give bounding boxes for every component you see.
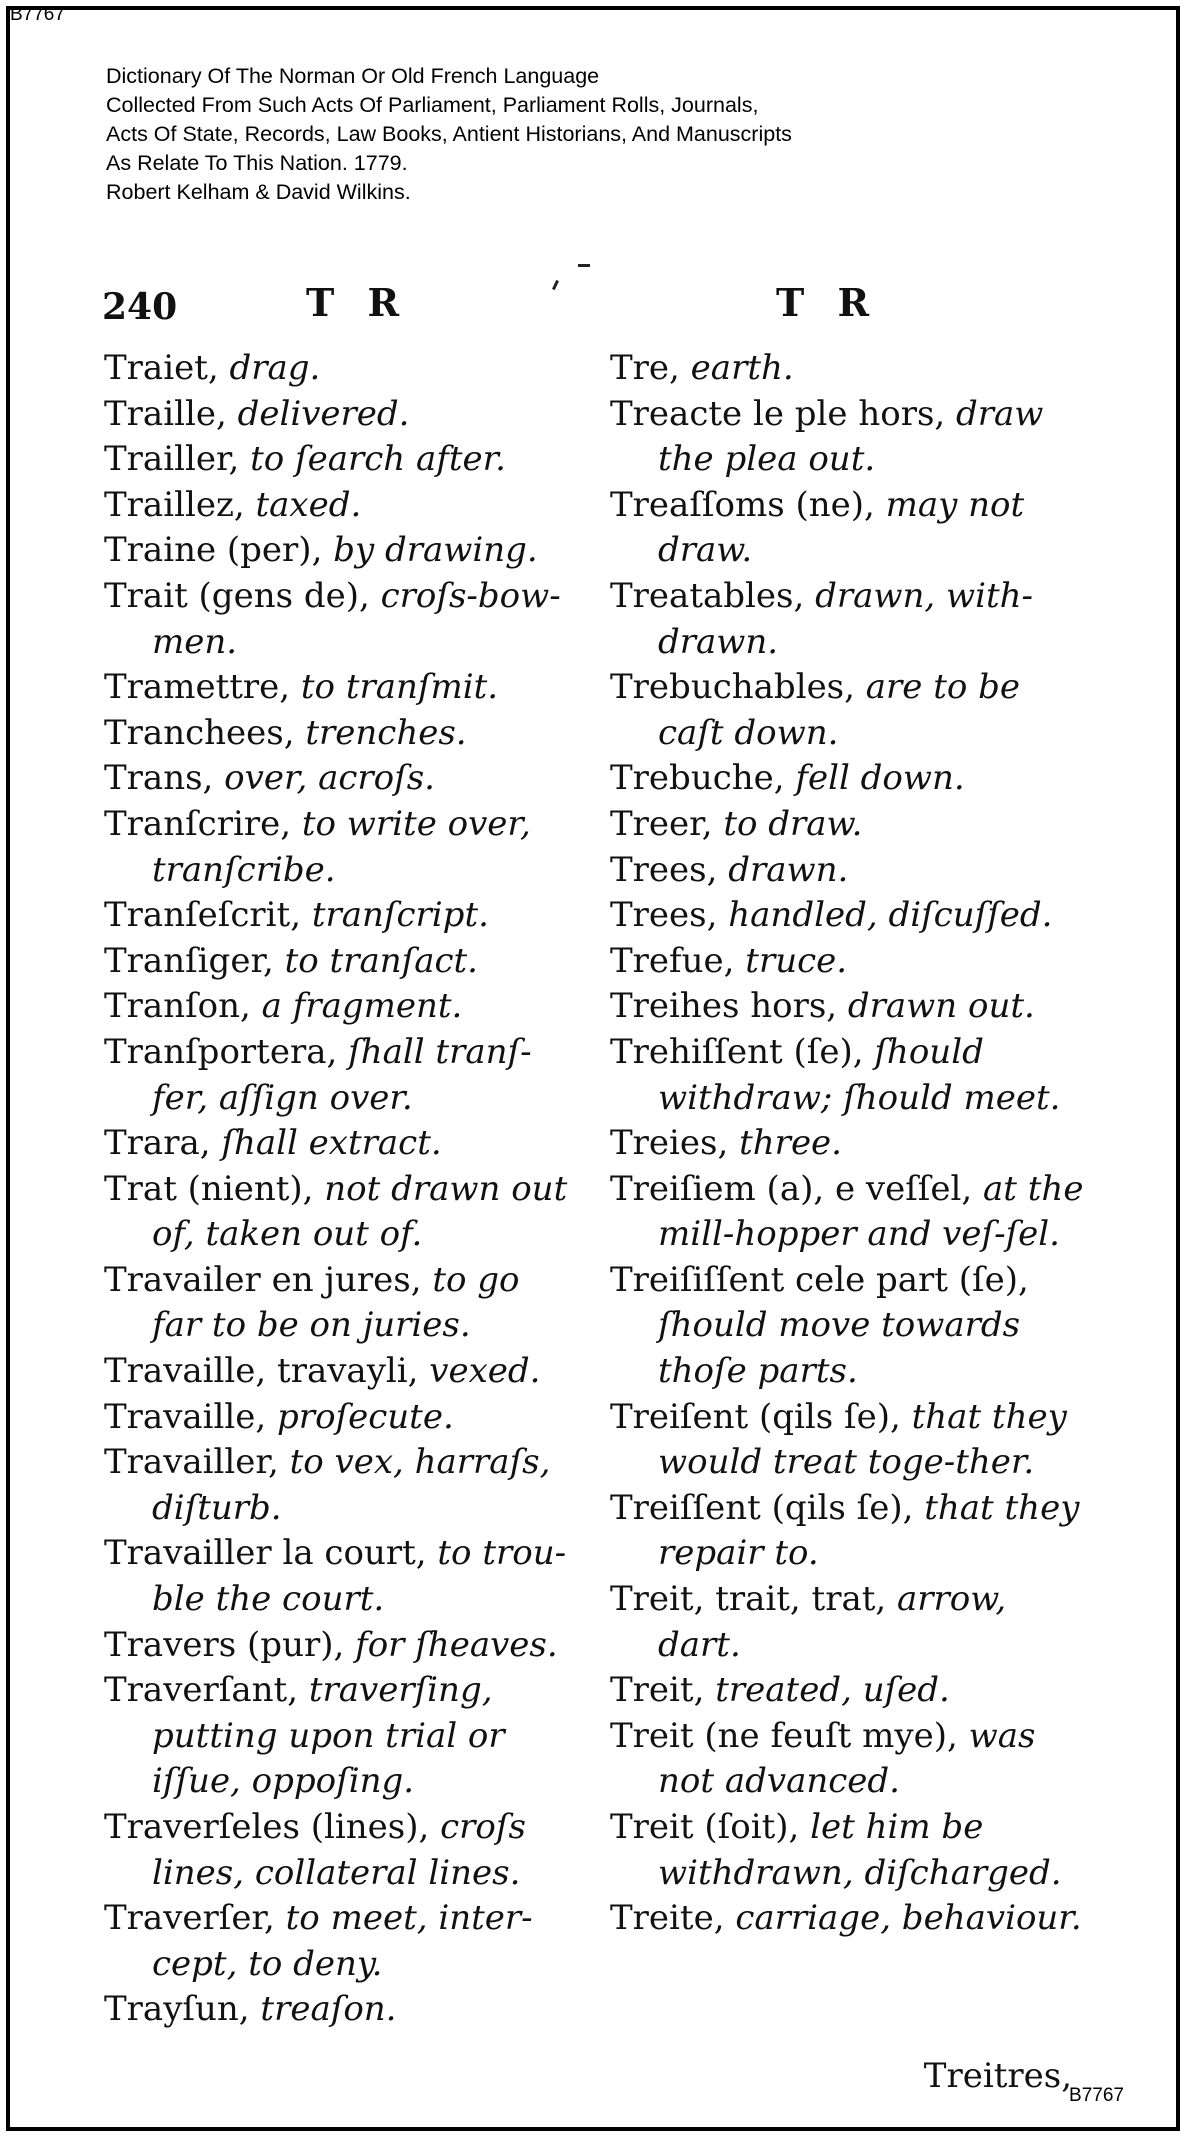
entry-definition: over, acroſs. — [224, 758, 435, 799]
running-head-right: T R — [776, 280, 880, 325]
entry-definition: to go far to be on juries. — [152, 1259, 520, 1346]
header-title: Dictionary Of The Norman Or Old French Language — [106, 64, 600, 88]
entry-headword: Tre, — [610, 348, 680, 388]
entry-headword: Traillez, — [104, 484, 245, 525]
entry-definition: to tranſmit. — [300, 667, 499, 708]
dictionary-entry — [104, 1668, 578, 1805]
entry-definition: to tranſact. — [284, 940, 478, 981]
entry-headword: Traiet, — [104, 348, 219, 388]
entry-definition: that they would treat toge-ther. — [658, 1396, 1067, 1483]
page-frame — [6, 6, 1180, 2131]
entry-definition: drawn out. — [847, 986, 1035, 1027]
entry-definition: to trou-ble the court. — [152, 1533, 567, 1620]
entry-definition: drawn. — [728, 849, 849, 890]
dictionary-entry — [104, 1440, 578, 1531]
entry-headword: Traverſant, — [104, 1670, 299, 1711]
dictionary-entry — [104, 984, 578, 1030]
dictionary-entry — [104, 346, 578, 392]
entry-definition: ſhall tranſ-fer, aſſign over. — [152, 1031, 532, 1118]
dictionary-entry — [104, 1805, 578, 1896]
entry-headword: Trebuche, — [610, 758, 785, 799]
entry-definition: earth. — [690, 348, 794, 388]
entry-definition: that they repair to. — [658, 1487, 1080, 1574]
entry-headword: Treit, trait, trat, — [610, 1579, 887, 1620]
entry-definition: truce. — [745, 940, 848, 981]
entry-definition: to ſearch after. — [250, 439, 506, 480]
right-column — [610, 346, 1090, 1942]
dictionary-entry — [610, 1167, 1090, 1258]
page-number: 240 — [102, 286, 178, 328]
entry-headword: Travailler la court, — [104, 1533, 427, 1574]
dictionary-entry — [104, 802, 578, 893]
entry-headword: Treite, — [610, 1898, 725, 1939]
dictionary-entry — [104, 392, 578, 438]
dictionary-entry — [104, 1167, 578, 1258]
entry-headword: Treatables, — [610, 575, 805, 616]
dictionary-entry — [610, 1258, 1090, 1395]
entry-definition: at the mill-hopper and veſ-ſel. — [658, 1168, 1084, 1255]
entry-definition: proſecute. — [277, 1396, 454, 1437]
entry-definition: to meet, inter-cept, to deny. — [152, 1898, 533, 1984]
dictionary-entry — [610, 1896, 1090, 1942]
entry-headword: Traverſer, — [104, 1898, 275, 1939]
entry-headword: Traverſeles (lines), — [104, 1807, 430, 1847]
entry-definition: carriage, behaviour. — [735, 1898, 1082, 1939]
dictionary-entry — [104, 1623, 578, 1669]
dictionary-entry — [610, 1577, 1090, 1668]
header-authors: Robert Kelham & David Wilkins. — [106, 180, 411, 204]
entry-headword: Treihes hors, — [610, 986, 838, 1027]
entry-headword: Treies, — [610, 1123, 729, 1164]
entry-definition: traverſing, putting upon trial or iſſue, oppoſing. — [152, 1670, 505, 1802]
dictionary-entry — [104, 893, 578, 939]
entry-headword: Treiſiſſent cele part (ſe), — [610, 1259, 1029, 1300]
dictionary-entry — [610, 893, 1090, 939]
entry-headword: Trat (nient), — [104, 1168, 314, 1209]
dictionary-entry — [610, 392, 1090, 483]
entry-headword: Trefue, — [610, 940, 735, 981]
dictionary-entry — [610, 756, 1090, 802]
dictionary-entry — [104, 1349, 578, 1395]
entry-definition: are to be caſt down. — [658, 667, 1021, 753]
dictionary-entry — [104, 1395, 578, 1441]
dictionary-entry — [104, 1258, 578, 1349]
entry-definition: was not advanced. — [658, 1715, 1036, 1802]
entry-headword: Travaille, — [104, 1396, 267, 1437]
dictionary-entry — [104, 483, 578, 529]
entry-headword: Trees, — [610, 849, 718, 890]
entry-definition: croſs-bow-men. — [152, 575, 561, 662]
dictionary-entry — [610, 939, 1090, 985]
entry-headword: Tranſon, — [104, 986, 251, 1027]
entry-headword: Traille, — [104, 393, 227, 434]
dictionary-entry — [610, 665, 1090, 756]
entry-headword: Traine (per), — [104, 530, 323, 571]
entry-headword: Treaſſoms (ne), — [610, 484, 875, 525]
entry-definition: may not draw. — [658, 484, 1025, 571]
dictionary-entry — [610, 1030, 1090, 1121]
document-header — [106, 62, 1106, 207]
dictionary-entry — [104, 1896, 578, 1987]
catchword: Treitres, — [923, 2056, 1072, 2096]
entry-headword: Treit (ſoit), — [610, 1807, 800, 1847]
entry-headword: Travailler, — [104, 1442, 279, 1483]
dictionary-entry — [104, 574, 578, 665]
entry-headword: Tranſportera, — [104, 1031, 338, 1072]
entry-definition: trenches. — [305, 712, 467, 753]
entry-headword: Trehiſſent (ſe), — [610, 1031, 864, 1072]
entry-headword: Tranſeſcrit, — [104, 895, 302, 936]
dictionary-entry — [610, 848, 1090, 894]
entry-headword: Treer, — [610, 803, 713, 844]
dictionary-entry — [104, 1531, 578, 1622]
header-subtitle-line-2: Acts Of State, Records, Law Books, Antient Historians, And Manuscripts — [106, 122, 792, 146]
entry-headword: Trait (gens de), — [104, 575, 370, 616]
entry-definition: croſs lines, collateral lines. — [152, 1807, 526, 1893]
entry-definition: fell down. — [795, 758, 965, 799]
entry-definition: by drawing. — [333, 530, 538, 571]
running-head-left: T R — [306, 280, 410, 325]
dictionary-entry — [610, 346, 1090, 392]
entry-headword: Trayſun, — [104, 1989, 250, 2030]
entry-headword: Tranſcrire, — [104, 803, 292, 844]
entry-definition: a fragment. — [261, 986, 463, 1027]
entry-definition: drag. — [229, 348, 321, 388]
entry-headword: Treiſſent (qils ſe), — [610, 1487, 914, 1528]
entry-headword: Trebuchables, — [610, 667, 855, 708]
entry-definition: to write over, tranſcribe. — [152, 803, 531, 890]
scan-code-top: B7767 — [10, 4, 65, 25]
entry-headword: Treiſiem (a), e veſſel, — [610, 1168, 973, 1209]
entry-definition: handled, diſcuſſed. — [728, 895, 1053, 936]
header-subtitle-line-3: As Relate To This Nation. 1779. — [106, 151, 408, 175]
dictionary-entry — [104, 756, 578, 802]
entry-headword: Travers (pur), — [104, 1624, 345, 1665]
entry-headword: Trara, — [104, 1123, 211, 1164]
dictionary-entry — [104, 437, 578, 483]
dictionary-entry — [610, 1714, 1090, 1805]
scan-speck — [578, 264, 590, 267]
entry-definition: vexed. — [429, 1351, 541, 1392]
entry-headword: Tramettre, — [104, 667, 291, 708]
dictionary-entry — [104, 1987, 578, 2033]
header-subtitle-line-1: Collected From Such Acts Of Parliament, Parliament Rolls, Journals, — [106, 93, 759, 117]
dictionary-entry — [104, 1030, 578, 1121]
dictionary-entry — [610, 1395, 1090, 1486]
dictionary-entry — [104, 1121, 578, 1167]
entry-definition: arrow, dart. — [658, 1579, 1007, 1665]
entry-headword: Trailler, — [104, 439, 240, 480]
entry-headword: Travaille, travayli, — [104, 1351, 419, 1392]
dictionary-entry — [610, 1486, 1090, 1577]
dictionary-entry — [104, 528, 578, 574]
dictionary-entry — [610, 1121, 1090, 1167]
entry-definition: for ſheaves. — [355, 1624, 558, 1665]
dictionary-entry — [610, 802, 1090, 848]
entry-definition: ſhall extract. — [221, 1123, 442, 1164]
entry-headword: Treit, — [610, 1670, 705, 1711]
entry-definition: ſhould move towards thoſe parts. — [658, 1305, 1021, 1392]
entry-definition: treated, uſed. — [715, 1670, 950, 1711]
entry-headword: Treacte le ple hors, — [610, 393, 946, 434]
dictionary-entry — [610, 1805, 1090, 1896]
entry-definition: treaſon. — [260, 1989, 397, 2030]
entry-definition: to draw. — [723, 803, 863, 844]
left-column — [104, 346, 578, 2033]
entry-headword: Trans, — [104, 758, 214, 799]
entry-definition: let him be withdrawn, diſcharged. — [658, 1807, 1062, 1893]
dictionary-entry — [610, 984, 1090, 1030]
entry-headword: Treit (ne feuſt mye), — [610, 1715, 958, 1756]
dictionary-entry — [104, 711, 578, 757]
entry-definition: tranſcript. — [311, 895, 489, 936]
scan-code-bottom: B7767 — [1069, 2085, 1124, 2106]
running-head — [10, 280, 1176, 340]
entry-definition: ſhould withdraw; ſhould meet. — [658, 1031, 1061, 1118]
entry-headword: Tranchees, — [104, 712, 295, 753]
entry-definition: draw the plea out. — [658, 393, 1044, 480]
dictionary-entry — [610, 574, 1090, 665]
entry-definition: drawn, with-drawn. — [658, 575, 1034, 662]
entry-definition: taxed. — [255, 484, 362, 525]
entry-headword: Travailer en jures, — [104, 1259, 422, 1300]
dictionary-entry — [610, 1668, 1090, 1714]
entry-definition: three. — [739, 1123, 842, 1164]
entry-headword: Tranſiger, — [104, 940, 274, 981]
entry-definition: not drawn out of, taken out of. — [152, 1168, 568, 1255]
entry-definition: to vex, harraſs, diſturb. — [152, 1442, 551, 1528]
entry-definition: delivered. — [237, 393, 410, 434]
entry-headword: Treiſent (qils ſe), — [610, 1396, 901, 1437]
dictionary-entry — [610, 483, 1090, 574]
dictionary-entry — [104, 665, 578, 711]
entry-headword: Trees, — [610, 895, 718, 936]
dictionary-entry — [104, 939, 578, 985]
